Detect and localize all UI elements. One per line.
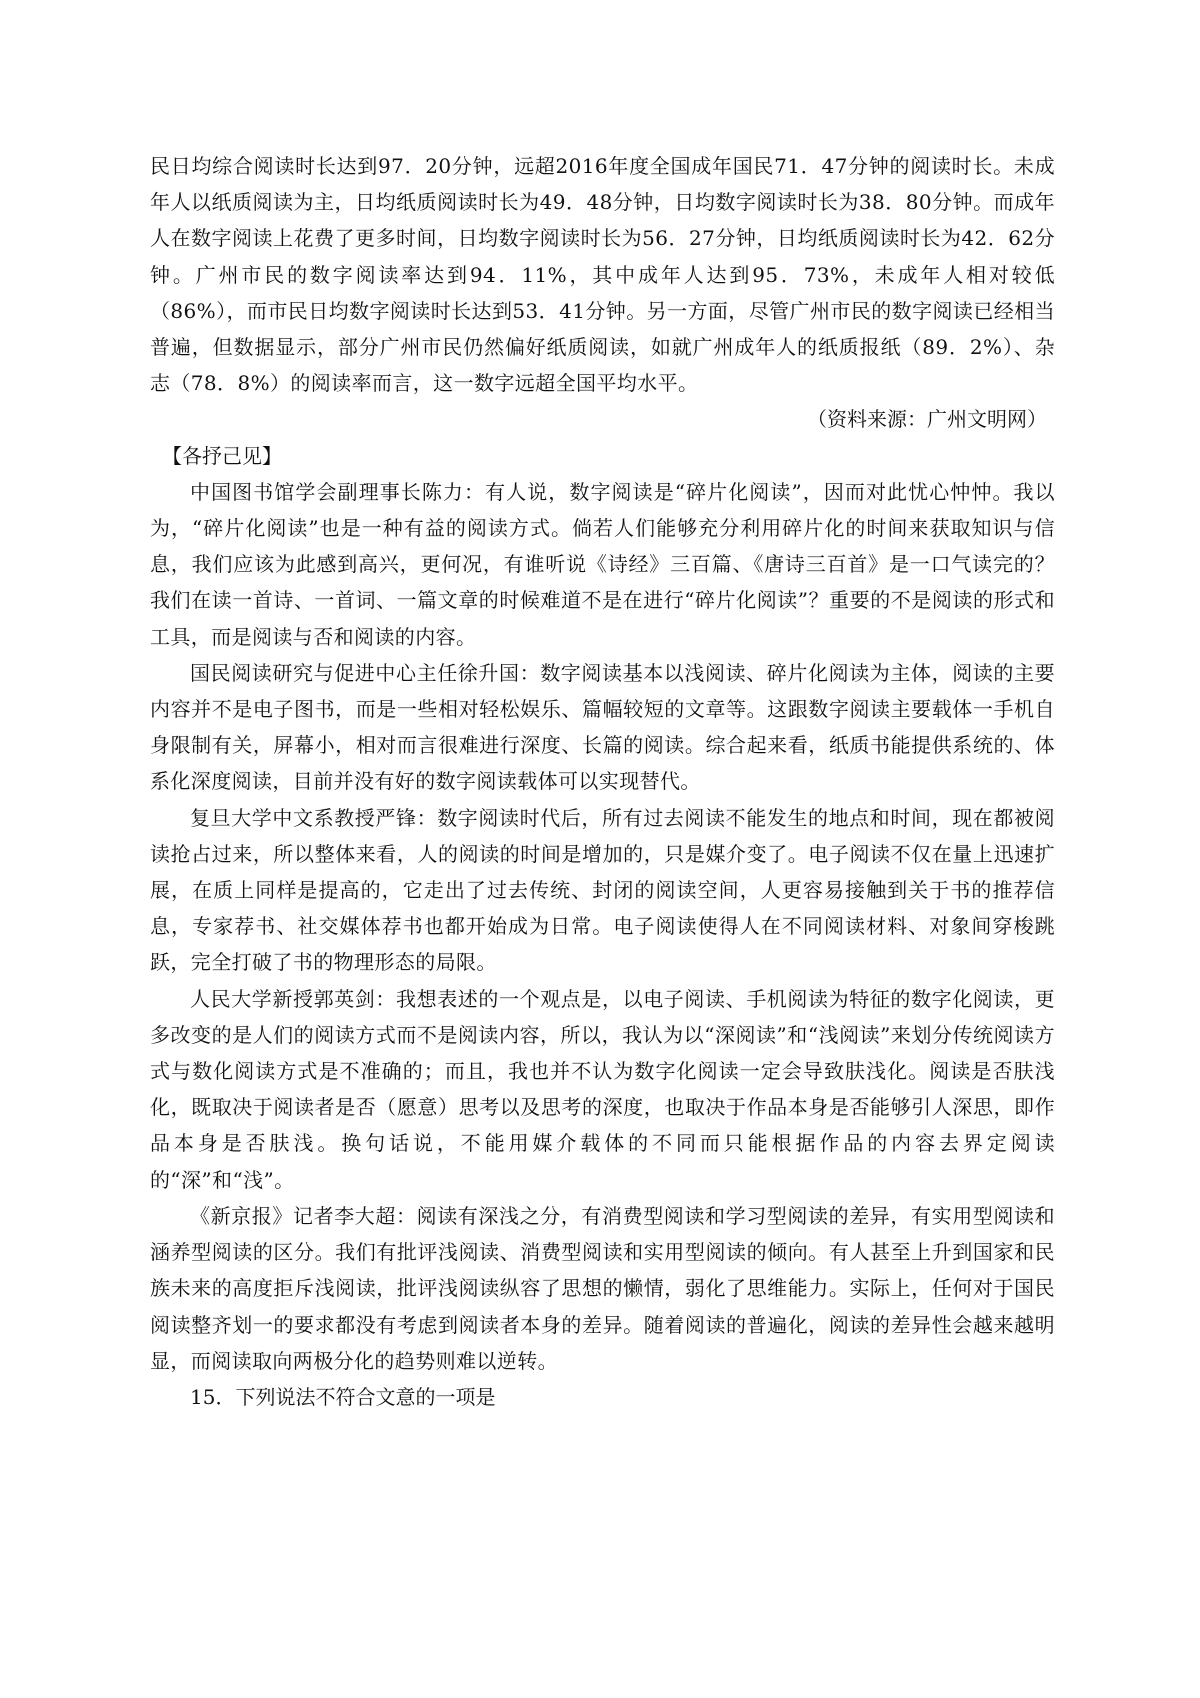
opinion-paragraph-chen-li: 中国图书馆学会副理事长陈力：有人说，数字阅读是“碎片化阅读”，因而对此忧心忡忡。我以为，“碎片化阅读”也是一种有益的阅读方式。倘若人们能够充分利用碎片化的时间来获取知识与信息，我们应该为此感到高兴，更何况，有谁听说《诗经》三百篇、《唐诗三百首》是一口气读完的？我们在读一首诗、一首词、一篇文章的时候难道不是在进行“碎片化阅读”？重要的不是阅读的形式和工具，而是阅读与否和阅读的内容。 xyxy=(150,479,1055,649)
intro-paragraph: 民日均综合阅读时长达到97．20分钟，远超2016年度全国成年国民71．47分钟的阅读时长。未成年人以纸质阅读为主，日均纸质阅读时长为49．48分钟，日均数字阅读时长为38．80分钟。而成年人在数字阅读上花费了更多时间，日均数字阅读时长为56．27分钟，日均纸质阅读时长为42．62分钟。广州市民的数字阅读率达到94．11%，其中成年人达到95．73%，未成年人相对较低（86%），而市民日均数字阅读时长达到53．41分钟。另一方面，尽管广州市民的数字阅读已经相当普遍，但数据显示，部分广州市民仍然偏好纸质阅读，如就广州成年人的纸质报纸（89．2%）、杂志（78．8%）的阅读率而言，这一数字远超全国平均水平。 xyxy=(150,154,1055,396)
opinion-paragraph-yan-feng: 复旦大学中文系教授严锋：数字阅读时代后，所有过去阅读不能发生的地点和时间，现在都被阅读抢占过来，所以整体来看，人的阅读的时间是增加的，只是媒介变了。电子阅读不仅在量上迅速扩展，在质上同样是提高的，它走出了过去传统、封闭的阅读空间，人更容易接触到关于书的推荐信息，专家荐书、社交媒体荐书也都开始成为日常。电子阅读使得人在不同阅读材料、对象间穿梭跳跃，完全打破了书的物理形态的局限。 xyxy=(150,805,1055,975)
section-heading: 【各抒己见】 xyxy=(162,443,282,468)
opinion-paragraph-xu-shengguo: 国民阅读研究与促进中心主任徐升国：数字阅读基本以浅阅读、碎片化阅读为主体，阅读的主要内容并不是电子图书，而是一些相对轻松娱乐、篇幅较短的文章等。这跟数字阅读主要载体一手机自身限制有关，屏幕小，相对而言很难进行深度、长篇的阅读。综合起来看，纸质书能提供系统的、体系化深度阅读，目前并没有好的数字阅读载体可以实现替代。 xyxy=(150,660,1055,794)
question-15: 15．下列说法不符合文意的一项是 xyxy=(190,1384,496,1409)
opinion-paragraph-guo-yingjian: 人民大学新授郭英剑：我想表述的一个观点是，以电子阅读、手机阅读为特征的数字化阅读，更多改变的是人们的阅读方式而不是阅读内容，所以，我认为以“深阅读”和“浅阅读”来划分传统阅读方式与数化阅读方式是不准确的；而且，我也并不认为数字化阅读一定会导致肤浅化。阅读是否肤浅化，既取决于阅读者是否（愿意）思考以及思考的深度，也取决于作品本身是否能够引人深思，即作品本身是否肤浅。换句话说，不能用媒介载体的不同而只能根据作品的内容去界定阅读的“深”和“浅”。 xyxy=(150,986,1055,1192)
source-note: （资料来源：广州文明网） xyxy=(807,407,1047,432)
document-page xyxy=(150,148,1055,1415)
opinion-paragraph-li-dachao: 《新京报》记者李大超：阅读有深浅之分，有消费型阅读和学习型阅读的差异，有实用型阅读和涵养型阅读的区分。我们有批评浅阅读、消费型阅读和实用型阅读的倾向。有人甚至上升到国家和民族未来的高度拒斥浅阅读，批评浅阅读纵容了思想的懒情，弱化了思维能力。实际上，任何对于国民阅读整齐划一的要求都没有考虑到阅读者本身的差异。随着阅读的普遍化，阅读的差异性会越来越明显，而阅读取向两极分化的趋势则难以逆转。 xyxy=(150,1203,1055,1373)
